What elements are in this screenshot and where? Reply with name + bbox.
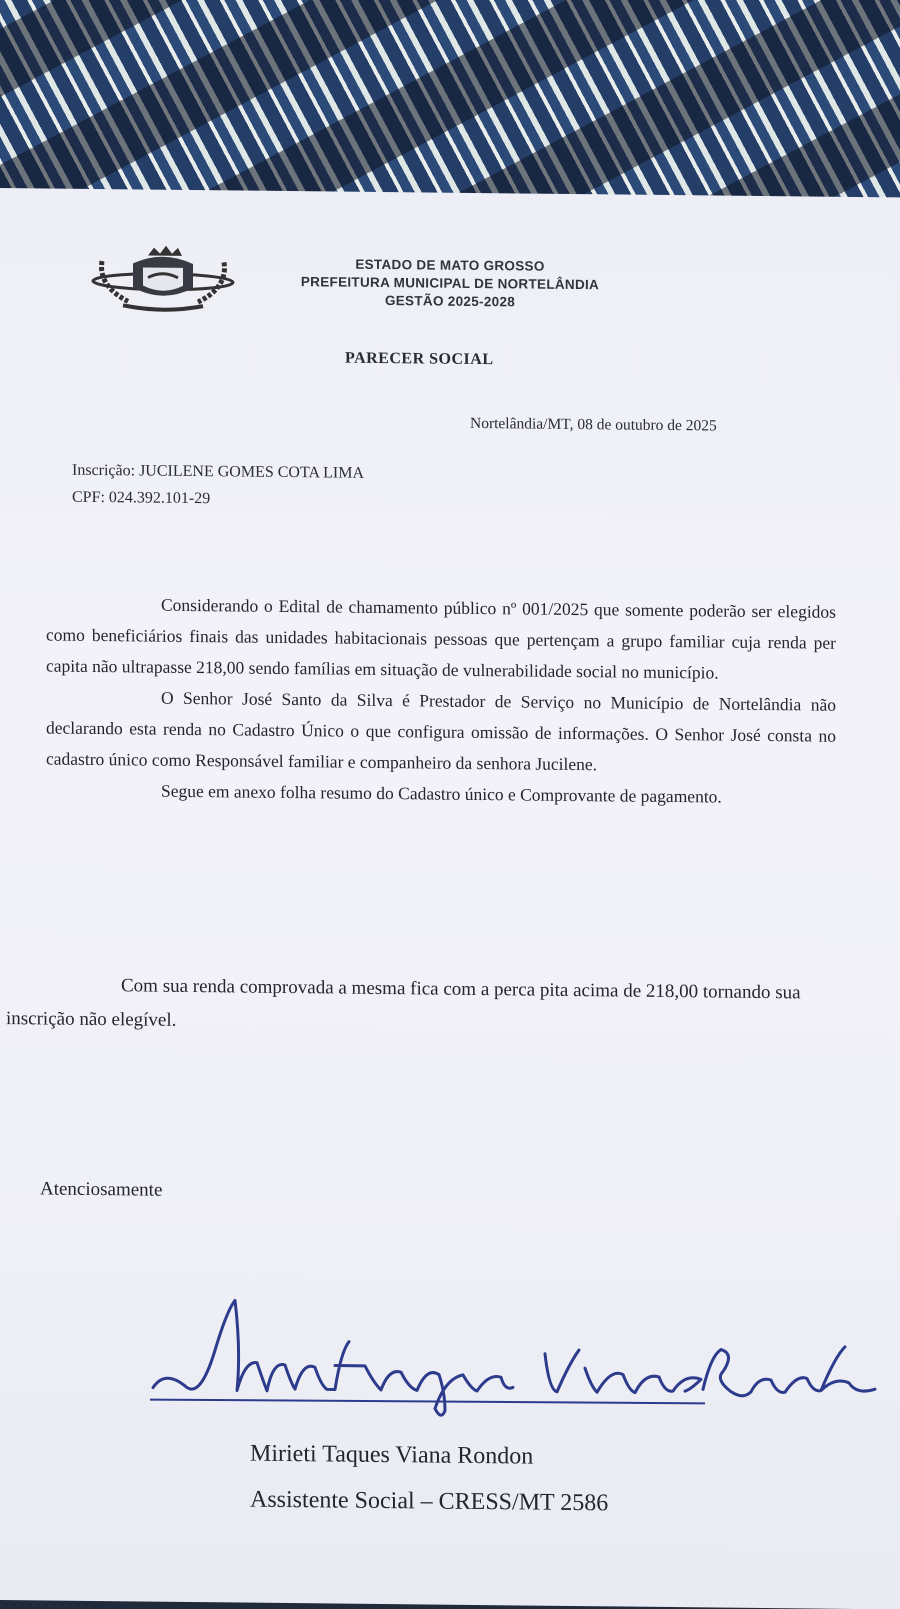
letterhead: [250, 255, 650, 313]
conclusion: [6, 968, 856, 1045]
closing-salutation: Atenciosamente: [40, 1178, 163, 1201]
letterhead-state: ESTADO DE MATO GROSSO: [355, 256, 545, 274]
letterhead-administration: GESTÃO 2025-2028: [384, 293, 516, 310]
handwritten-signature: [145, 1290, 880, 1428]
letterhead-municipality: PREFEITURA MUNICIPAL DE NORTELÂNDIA: [300, 274, 600, 293]
signer-role: Assistente Social – CRESS/MT 2586: [250, 1486, 609, 1517]
municipal-crest-icon: [88, 241, 238, 315]
paragraph-1: Considerando o Edital de chamamento público nº 001/2025 que somente poderão ser elegidos como beneficiários finais das unidades habitacionais pessoas que pertençam a grupo familiar cuja renda per capita não ultrapasse 218,00 sendo famílias em situação de vulnerabilidade social no município.: [46, 594, 836, 683]
document-title: PARECER SOCIAL: [345, 349, 494, 369]
paragraph-2: O Senhor José Santo da Silva é Prestador de Serviço no Município de Nortelândia não declarando esta renda no Cadastro Único o que configura omissão de informações. O Senhor José consta no cadastro único como Responsável familiar e companheiro da senhora Jucilene.: [46, 687, 836, 775]
document-page: [0, 188, 900, 1609]
applicant-inscription: Inscrição: JUCILENE GOMES COTA LIMA: [72, 461, 365, 482]
document-date: Nortelândia/MT, 08 de outubro de 2025: [470, 414, 717, 435]
document-body: [46, 588, 836, 813]
signer-name: Mirieti Taques Viana Rondon: [250, 1440, 534, 1470]
applicant-cpf: CPF: 024.392.101-29: [72, 488, 211, 508]
paragraph-3: Segue em anexo folha resumo do Cadastro único e Comprovante de pagamento.: [161, 780, 722, 807]
signer-block: [250, 1431, 608, 1527]
paragraph-4: Com sua renda comprovada a mesma fica com a perca pita acima de 218,00 tornando sua inscrição não elegível.: [6, 975, 801, 1031]
applicant-info: [72, 457, 364, 514]
